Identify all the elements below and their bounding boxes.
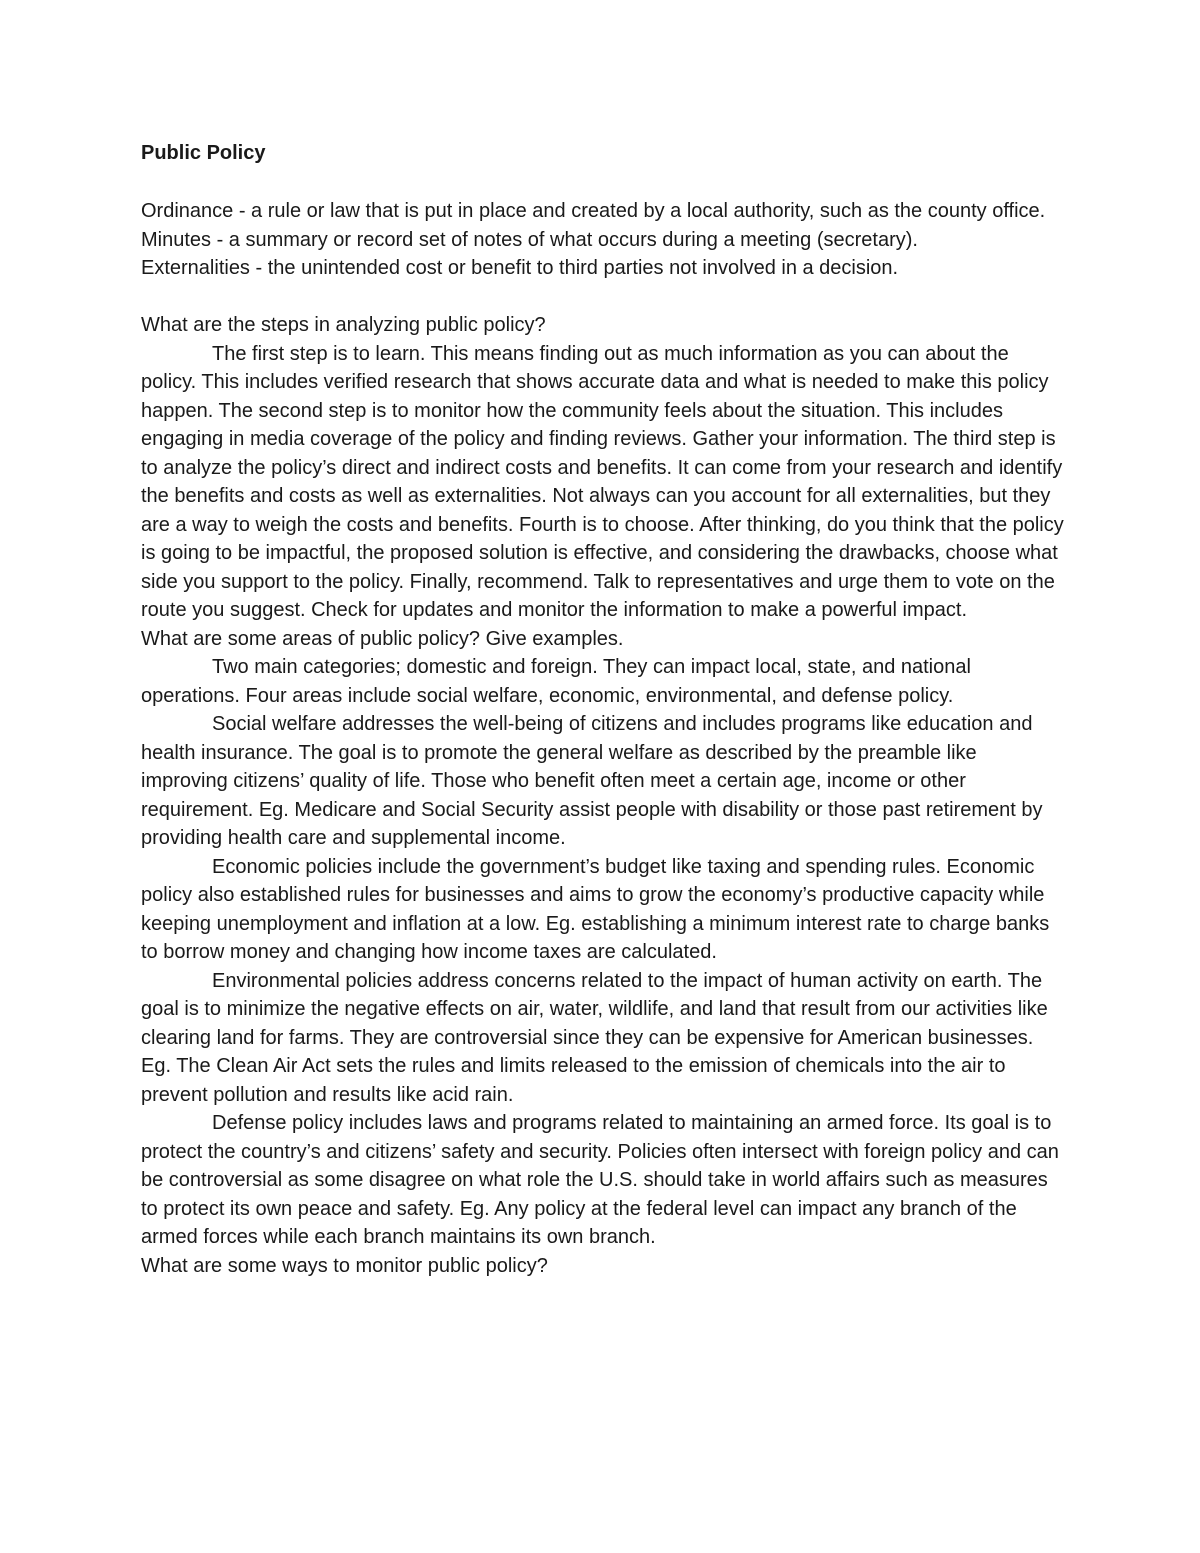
document-title: Public Policy [141,142,266,164]
document-body [141,139,1066,1280]
question-monitor-policy: What are some ways to monitor public policy? [141,1254,548,1277]
definition-externalities: Externalities - the unintended cost or benefit to third parties not involved in a decision. [141,257,899,279]
paragraph-economic-policy: Economic policies include the government’s budget like taxing and spending rules. Economic policy also established rules for businesses and aims to grow the economy’s productive capacity while keeping unemployment and inflation at a low. Eg. establishing a minimum interest rate to charge banks to borrow money and changing how income taxes are calculated. [141,855,1050,963]
definition-minutes: Minutes - a summary or record set of notes of what occurs during a meeting (secretary). [141,228,918,251]
spacer [141,168,1066,197]
spacer [141,283,1066,312]
paragraph-categories: Two main categories; domestic and foreign. They can impact local, state, and national operations. Four areas include social welfare, economic, environmental, and defense policy. [141,656,971,707]
answer-steps-analyzing: The first step is to learn. This means finding out as much information as you can about the policy. This includes verified research that shows accurate data and what is needed to make this policy happen. The second step is to monitor how the community feels about the situation. This includes engaging in media coverage of the policy and finding reviews. Gather your information. The third step is to analyze the policy’s direct and indirect costs and benefits. It can come from your research and identify the benefits and costs as well as externalities. Not always can you account for all externalities, but they are a way to weigh the costs and benefits. Fourth is to choose. After thinking, do you think that the policy is going to be impactful, the proposed solution is effective, and considering the drawbacks, choose what side you support to the policy. Finally, recommend. Talk to representatives and urge them to vote on the route you suggest. Check for updates and monitor the information to make a powerful impact. [141,342,1064,621]
question-steps-analyzing: What are the steps in analyzing public policy? [141,314,546,336]
definition-ordinance: Ordinance - a rule or law that is put in place and created by a local authority, such as the county office. [141,200,1046,222]
paragraph-defense-policy: Defense policy includes laws and programs related to maintaining an armed force. Its goal is to protect the country’s and citizens’ safety and security. Policies often intersect with foreign policy and can be controversial as some disagree on what role the U.S. should take in world affairs such as measures to protect its own peace and safety. Eg. Any policy at the federal level can impact any branch of the armed forces while each branch maintains its own branch. [141,1112,1059,1248]
question-areas-of-policy: What are some areas of public policy? Give examples. [141,627,624,650]
paragraph-environmental-policy: Environmental policies address concerns related to the impact of human activity on earth. The goal is to minimize the negative effects on air, water, wildlife, and land that result from our activities like clearing land for farms. They are controversial since they can be expensive for American businesses. Eg. The Clean Air Act sets the rules and limits released to the emission of chemicals into the air to prevent pollution and results like acid rain. [141,969,1048,1106]
paragraph-social-welfare: Social welfare addresses the well-being of citizens and includes programs like education and health insurance. The goal is to promote the general welfare as described by the preamble like improving citizens’ quality of life. Those who benefit often meet a certain age, income or other requirement. Eg. Medicare and Social Security assist people with disability or those past retirement by providing health care and supplemental income. [141,713,1043,849]
